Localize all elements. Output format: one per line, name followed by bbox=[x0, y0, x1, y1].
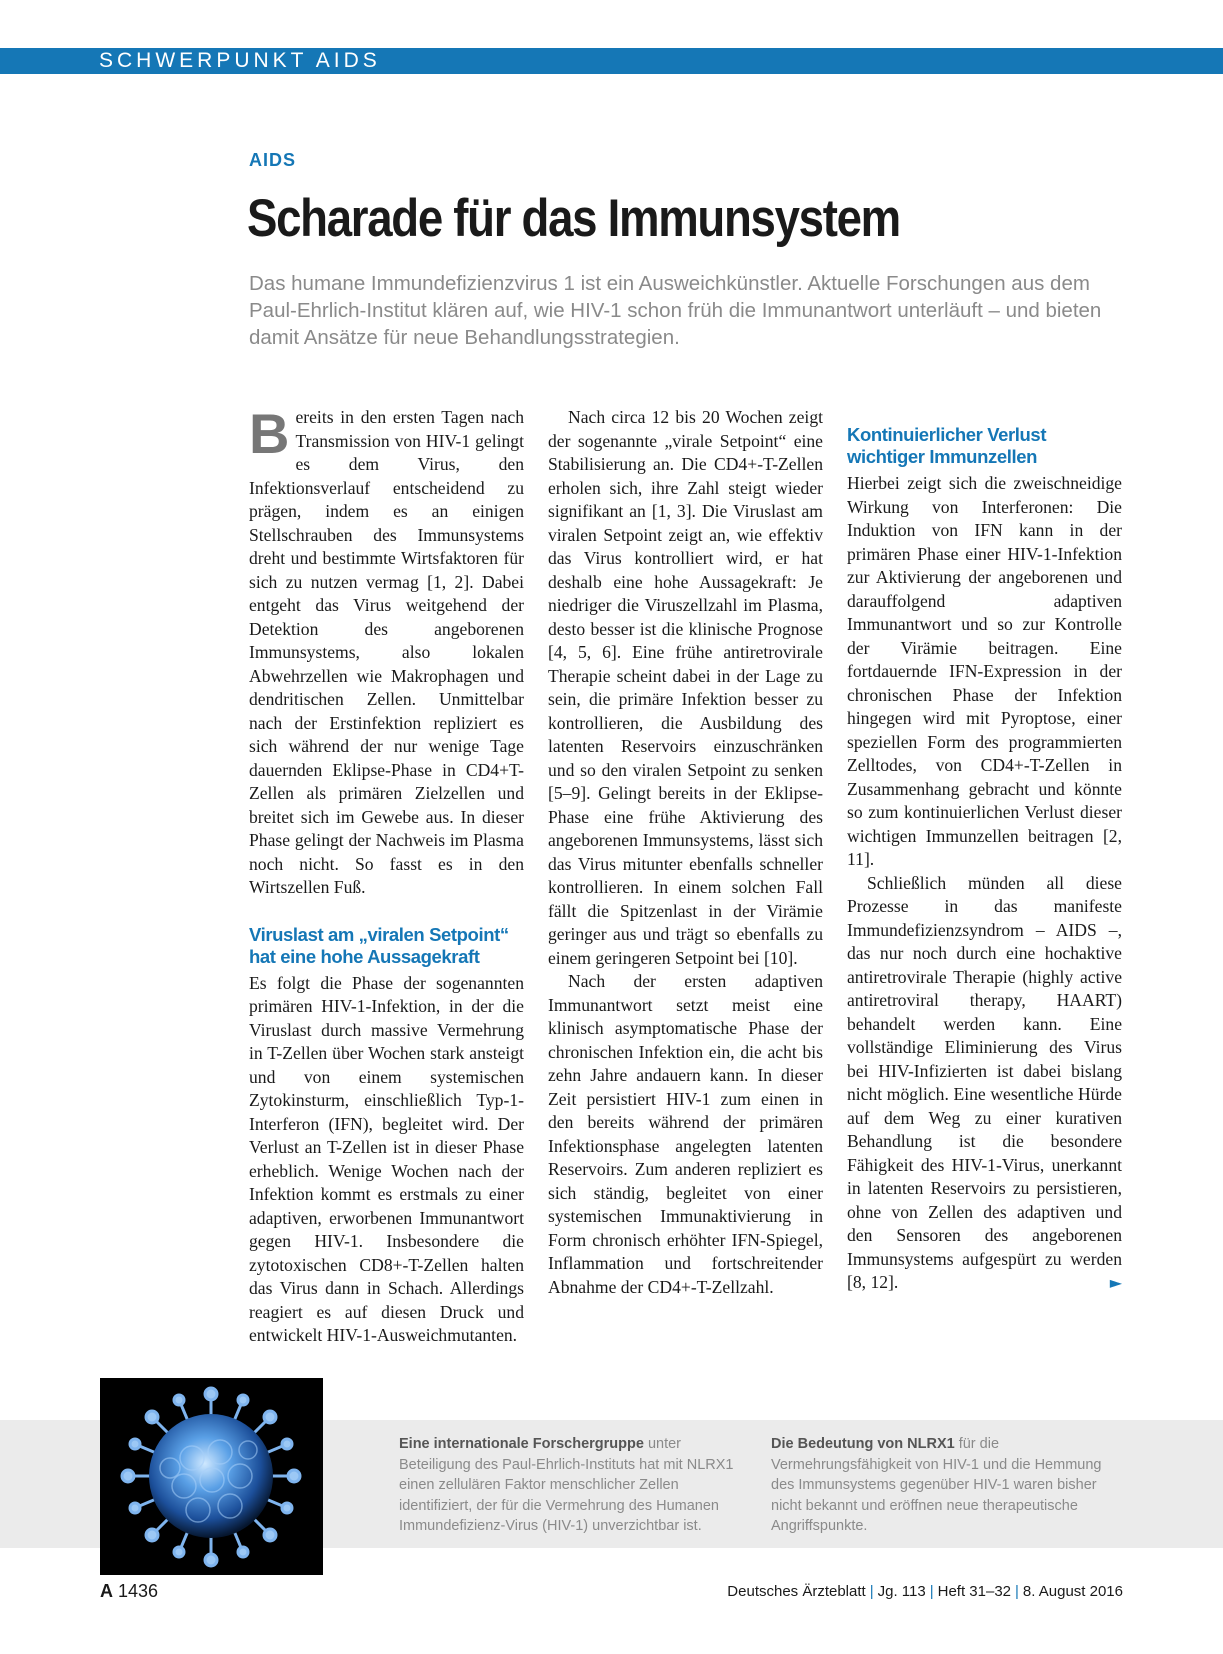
hiv-virus-icon bbox=[100, 1378, 323, 1575]
paragraph: Bereits in den ersten Tagen nach Transmission von HIV-1 gelingt es dem Virus, den Infektionsverlauf entscheidend zu prägen, indem es an einigen Stellschrauben des Immunsystems dreht und bestimmte Wirtsfaktoren für sich zu nutzen vermag [1, 2]. Dabei entgeht das Virus weitgehend der Detektion des angeborenen Immunsystems, also lokalen Abwehrzellen wie Makrophagen und dendritischen Zellen. Unmittelbar nach der Erstinfektion repliziert es sich während der nur wenige Tage dauernden Eklipse-Phase in CD4+T-Zellen als primären Zielzellen und breitet sich im Gewebe aus. In dieser Phase gelingt der Nachweis im Plasma noch nicht. So fasst es in den Wirtszellen Fuß. bbox=[249, 402, 524, 897]
journal-name: Deutsches Ärzteblatt bbox=[727, 1583, 866, 1600]
volume: Jg. 113 bbox=[877, 1583, 926, 1600]
paragraph: Schließlich münden all diese Prozesse in das manifeste Immundefizienzsyndrom – AIDS –, das nur noch durch eine hochaktive antiretrovirale Therapie (highly active antiretroviral therapy, HAART) behandelt werden kann. Eine vollständige Eliminierung des Virus bei HIV-Infizierten ist dabei bislang nicht möglich. Eine wesentliche Hürde auf dem Weg zu einer kurativen Behandlung ist die besondere Fähigkeit des HIV-1-Virus, unerkannt in latenten Reservoirs zu persistieren, ohne von Zellen des adaptiven und den Sensoren des angeborenen Immunsystems aufgespürt zu werden [8, 12]. ► bbox=[847, 872, 1122, 1295]
continue-arrow-icon: ► bbox=[1109, 1273, 1122, 1292]
section-label: SCHWERPUNKT AIDS bbox=[99, 49, 381, 72]
paragraph: Nach circa 12 bis 20 Wochen zeigt der sogenannte „virale Setpoint“ eine Stabilisierung an. Die CD4+-T-Zellen erholen sich, ihre Zahl steigt wieder signifikant an [1, 3]. Die Viruslast am viralen Setpoint zeigt an, wie effektiv das Virus kontrolliert wird, er hat deshalb eine hohe Aussagekraft: Je niedriger die Viruszellzahl im Plasma, desto besser ist die klinische Prognose [4, 5, 6]. Eine frühe antiretrovirale Therapie scheint dabei in der Lage zu sein, die primäre Infektion besser zu kontrollieren, die Ausbildung des latenten Reservoirs einzuschränken und so den viralen Setpoint zu senken [5–9]. Gelingt bereits in der Eklipse-Phase eine frühe Aktivierung des angeborenen Immunsystems, lässt sich das Virus mitunter ebenfalls schneller kontrollieren. In einem solchen Fall fällt die Spitzenlast in der Virämie geringer aus und trägt so ebenfalls zu einem geringeren Setpoint bei [10]. bbox=[548, 407, 823, 968]
subheading: Kontinuierlicher Verlust wichtiger Immunzellen bbox=[847, 424, 1047, 467]
section-bar bbox=[0, 48, 1223, 74]
subheading: Viruslast am „viralen Setpoint“ hat eine hohe Aussagekraft bbox=[249, 923, 509, 967]
image-caption-2: Die Bedeutung von NLRX1 für die Vermehrungsfähigkeit von HIV-1 und die Hemmung des Immunsystems gegenüber HIV-1 waren bisher nicht bekannt und eröffnen neue therapeutische Angriffspunkte. bbox=[771, 1436, 1102, 1534]
kicker: AIDS bbox=[249, 150, 297, 170]
text-column-2 bbox=[548, 406, 823, 1299]
text-column-1 bbox=[249, 402, 524, 1348]
date: 8. August 2016 bbox=[1022, 1583, 1123, 1600]
virus-image bbox=[100, 1378, 323, 1575]
issue: Heft 31–32 bbox=[937, 1583, 1011, 1600]
page-number: A 1436 bbox=[100, 1581, 159, 1601]
article-title: Scharade für das Immunsystem bbox=[247, 189, 900, 248]
drop-cap: B bbox=[249, 402, 290, 465]
article-lead: Das humane Immundefizienzvirus 1 ist ein Ausweichkünstler. Aktuelle Forschungen aus dem Paul-Ehrlich-Institut klären auf, wie HIV-1 schon früh die Immunantwort unterläuft – und bieten damit Ansätze für neue Behandlungsstrategien. bbox=[249, 272, 1102, 349]
journal-info: Deutsches Ärzteblatt | Jg. 113 | Heft 31–32 | 8. August 2016 bbox=[727, 1583, 1123, 1600]
paragraph: Nach der ersten adaptiven Immunantwort setzt meist eine klinisch asymptomatische Phase der chronischen Infektion ein, die acht bis zehn Jahre andauern kann. In dieser Zeit persistiert HIV-1 zum einen in den bereits während der primären Infektionsphase angelegten latenten Reservoirs. Zum anderen repliziert es sich ständig, begleitet von einer systemischen Immunaktivierung in Form chronisch erhöhter IFN-Spiegel, Inflammation und fortschreitender Abnahme der CD4+-T-Zellzahl. bbox=[548, 971, 823, 1297]
image-caption-1: Eine internationale Forschergruppe unter Beteiligung des Paul-Ehrlich-Instituts hat mit NLRX1 einen zellulären Faktor menschlicher Zellen identifiziert, der für die Vermehrung des Humanen Immundefizienz-Virus (HIV-1) unverzichtbar ist. bbox=[399, 1436, 734, 1534]
paragraph: Hierbei zeigt sich die zweischneidige Wirkung von Interferonen: Die Induktion von IFN kann in der primären Phase einer HIV-1-Infektion zur Aktivierung der angeborenen und darauffolgend adaptiven Immunantwort und so zur Kontrolle der Virämie beitragen. Eine fortdauernde IFN-Expression in der chronischen Phase der Infektion hingegen wird mit Pyroptose, einer speziellen Form des programmierten Zelltodes, von CD4+-T-Zellen in Zusammenhang gebracht und könnte so zum kontinuierlichen Verlust dieser wichtigen Immunzellen beitragen [2, 11]. bbox=[847, 473, 1122, 869]
text-column-3 bbox=[847, 406, 1122, 1295]
paragraph: Es folgt die Phase der sogenannten primären HIV-1-Infektion, in der die Viruslast durch massive Vermehrung in T-Zellen über Wochen stark ansteigt und von einem systemischen Zytokinsturm, einschließlich Typ-1-Interferon (IFN), begleitet wird. Der Verlust an T-Zellen ist in dieser Phase erheblich. Wenige Wochen nach der Infektion kommt es erstmals zu einer adaptiven, erworbenen Immunantwort gegen HIV-1. Insbesondere die zytotoxischen CD8+-T-Zellen halten das Virus dann in Schach. Allerdings reagiert es auf diesen Druck und entwickelt HIV-1-Ausweichmutanten. bbox=[249, 972, 524, 1345]
